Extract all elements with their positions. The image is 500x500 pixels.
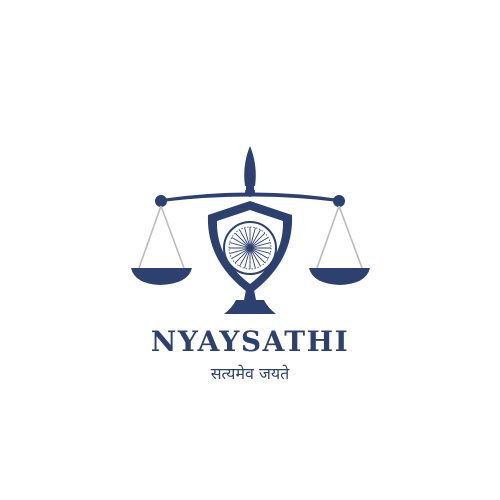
beam	[161, 193, 339, 203]
ashoka-chakra-icon	[224, 222, 276, 274]
stand-neck	[244, 290, 256, 300]
left-pan	[131, 268, 192, 285]
stand-base	[224, 300, 276, 314]
brand-motto: सत्यमेव जयते	[210, 364, 290, 383]
right-pan	[309, 268, 370, 285]
beam-end-right	[333, 195, 345, 207]
finial-icon	[244, 146, 256, 186]
beam-end-left	[155, 195, 167, 207]
brand-name: NYAYSATHI	[150, 325, 350, 358]
